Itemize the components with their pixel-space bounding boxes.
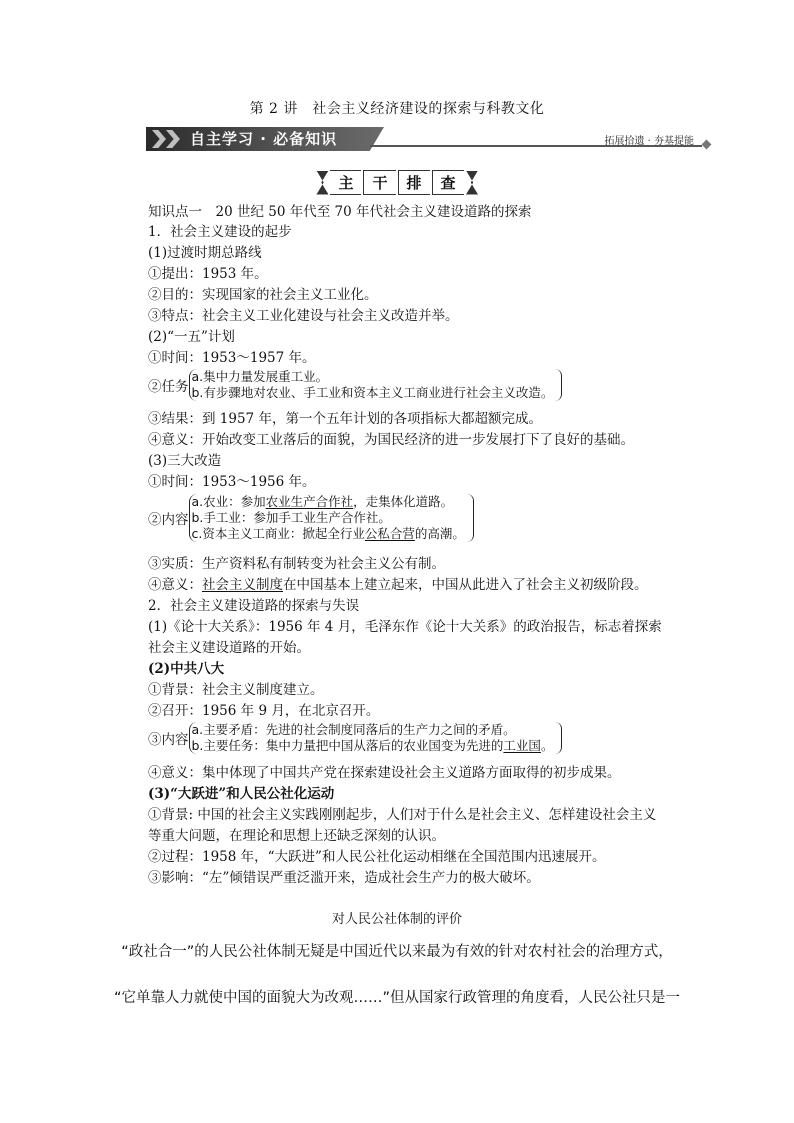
group-label: ②内容 bbox=[148, 512, 189, 528]
group-item: a.集中力量发展重工业。 bbox=[191, 369, 329, 384]
heading-char: 主 bbox=[330, 170, 361, 195]
list-item: ④意义：开始改变工业落后的面貌，为国民经济的进一步发展打下了良好的基础。 bbox=[148, 432, 634, 448]
list-item: 等重大问题，在理论和思想上还缺乏深刻的认识。 bbox=[148, 828, 445, 844]
list-item: ①时间：1953～1956 年。 bbox=[148, 474, 316, 490]
page-title: 第 2 讲 社会主义经济建设的探索与科教文化 bbox=[249, 101, 545, 117]
right-brace bbox=[555, 369, 562, 401]
group-items bbox=[189, 722, 554, 754]
item-heading: (2)“一五”计划 bbox=[148, 329, 235, 345]
group-label: ②任务 bbox=[148, 379, 189, 395]
item-heading: (3)“大跃进”和人民公社化运动 bbox=[148, 786, 335, 802]
group-items bbox=[189, 494, 465, 542]
knowledge-point-title: 知识点一 20 世纪 50 年代至 70 年代社会主义建设道路的探索 bbox=[148, 204, 532, 220]
reading-title: 对人民公社体制的评价 bbox=[331, 912, 462, 927]
group-label: ③内容 bbox=[148, 732, 189, 748]
heading-char: 查 bbox=[432, 170, 464, 195]
list-item: ①时间：1953～1957 年。 bbox=[148, 350, 316, 366]
group-item: b.有步骤地对农业、手工业和资本主义工商业进行社会主义改造。 bbox=[191, 385, 554, 400]
group-item: a.农业：参加农业生产合作社，走集体化道路。 bbox=[191, 494, 454, 509]
heading-char: 干 bbox=[363, 170, 395, 195]
group-item: a.主要矛盾：先进的社会制度同落后的生产力之间的矛盾。 bbox=[191, 722, 516, 737]
section-banner bbox=[146, 125, 712, 155]
list-item: ②目的：实现国家的社会主义工业化。 bbox=[148, 287, 378, 303]
task-brace-group bbox=[148, 369, 562, 401]
list-item: ④意义：社会主义制度在中国基本上建立起来，中国从此进入了社会主义初级阶段。 bbox=[148, 577, 648, 593]
list-item: ③影响：“左”倾错误严重泛滥开来，造成社会生产力的极大破坏。 bbox=[148, 870, 540, 886]
heading-cap-right bbox=[466, 171, 478, 195]
group-items bbox=[189, 369, 554, 401]
heading-char: 排 bbox=[398, 170, 430, 195]
heading-cap-left bbox=[316, 171, 328, 195]
banner-title: 自主学习 · 必备知识 bbox=[190, 130, 338, 148]
list-item: ②过程：1958 年，“大跃进”和人民公社化运动相继在全国范围内迅速展开。 bbox=[148, 849, 606, 865]
item-heading: (1)过渡时期总路线 bbox=[148, 245, 262, 261]
list-item: ③特点：社会主义工业化建设与社会主义改造并举。 bbox=[148, 308, 459, 324]
group-item: b.主要任务：集中力量把中国从落后的农业国变为先进的工业国。 bbox=[191, 738, 554, 753]
subsection-title: 2．社会主义建设道路的探索与失误 bbox=[148, 598, 360, 614]
reform-brace-group bbox=[148, 494, 474, 542]
list-item: ④意义：集中体现了中国共产党在探索建设社会主义道路方面取得的初步成果。 bbox=[148, 765, 621, 781]
banner-subtitle: 拓展拾遗 · 夯基提能 bbox=[604, 136, 694, 147]
list-item: ①背景：社会主义制度建立。 bbox=[148, 682, 324, 698]
congress-brace-group bbox=[148, 722, 562, 754]
reading-paragraph: “政社合一”的人民公社体制无疑是中国近代以来最为有效的针对农村社会的治理方式， bbox=[121, 944, 673, 960]
reading-paragraph: “它单靠人力就使中国的面貌大为改观……”但从国家行政管理的角度看，人民公社只是一 bbox=[113, 990, 681, 1006]
list-item: ①提出：1953 年。 bbox=[148, 266, 268, 282]
item-heading: (2)中共八大 bbox=[148, 661, 225, 677]
list-item: ③实质：生产资料私有制转变为社会主义公有制。 bbox=[148, 556, 445, 572]
right-brace bbox=[467, 494, 474, 542]
diamond-icon bbox=[702, 140, 712, 150]
list-item: ①背景: 中国的社会主义实践刚刚起步，人们对于什么是社会主义、怎样建设社会主义 bbox=[148, 807, 657, 823]
list-item: ②召开：1956 年 9 月，在北京召开。 bbox=[148, 703, 380, 719]
item-heading: (3)三大改造 bbox=[148, 453, 222, 469]
right-brace bbox=[555, 722, 562, 754]
list-item: 社会主义建设道路的开始。 bbox=[148, 640, 310, 656]
group-item: c.资本主义工商业：掀起全行业公私合营的高潮。 bbox=[191, 526, 465, 541]
list-item: (1)《论十大关系》：1956 年 4 月，毛泽东作《论十大关系》的政治报告，标志着探索 bbox=[148, 619, 662, 635]
subsection-title: 1．社会主义建设的起步 bbox=[148, 224, 292, 240]
group-item: b.手工业：参加手工业生产合作社。 bbox=[191, 510, 391, 525]
list-item: ③结果：到 1957 年，第一个五年计划的各项指标大都超额完成。 bbox=[148, 411, 542, 427]
section-heading bbox=[0, 170, 794, 199]
